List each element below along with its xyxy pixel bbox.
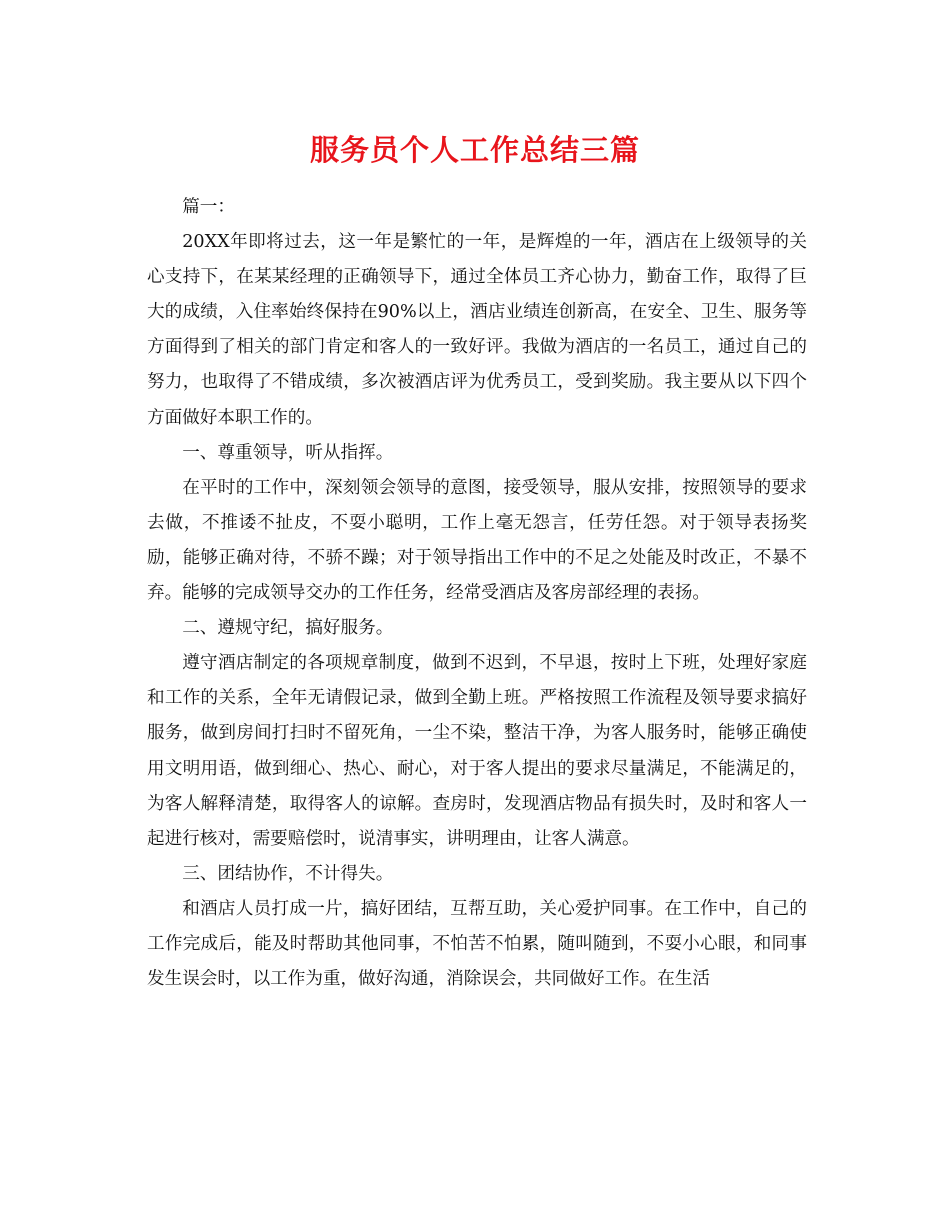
section-heading-2: 二、遵规守纪，搞好服务。	[182, 618, 394, 639]
section-heading-1: 一、尊重领导，听从指挥。	[182, 442, 394, 463]
section-paragraph-3: 和酒店人员打成一片，搞好团结，互帮互助，关心爱护同事。在工作中，自己的工作完成后，能及时帮助其他同事，不怕苦不怕累，随叫随到，不耍小心眼，和同事发生误会时，以工作为重，做好沟通，消除误会，共同做好工作。在生活	[147, 898, 807, 990]
intro-paragraph: 20XX年即将过去，这一年是繁忙的一年，是辉煌的一年，酒店在上级领导的关心支持下，在某某经理的正确领导下，通过全体员工齐心协力，勤奋工作，取得了巨大的成绩，入住率始终保持在90%以上，酒店业绩连创新高，在安全、卫生、服务等方面得到了相关的部门肯定和客人的一致好评。我做为酒店的一名员工，通过自己的努力，也取得了不错成绩，多次被酒店评为优秀员工，受到奖励。我主要从以下四个方面做好本职工作的。	[147, 232, 807, 428]
document-body	[147, 190, 807, 997]
document-title: 服务员个人工作总结三篇	[309, 133, 640, 167]
section-paragraph-1: 在平时的工作中，深刻领会领导的意图，接受领导，服从安排，按照领导的要求去做，不推诿不扯皮，不耍小聪明，工作上毫无怨言，任劳任怨。对于领导表扬奖励，能够正确对待，不骄不躁；对于领导指出工作中的不足之处能及时改正，不暴不弃。能够的完成领导交办的工作任务，经常受酒店及客房部经理的表扬。	[147, 477, 807, 604]
section-heading-3: 三、团结协作，不计得失。	[182, 863, 394, 884]
section-heading-part-one: 篇一：	[182, 197, 235, 217]
section-paragraph-2: 遵守酒店制定的各项规章制度，做到不迟到，不早退，按时上下班，处理好家庭和工作的关系，全年无请假记录，做到全勤上班。严格按照工作流程及领导要求搞好服务，做到房间打扫时不留死角，一尘不染，整洁干净，为客人服务时，能够正确使用文明用语，做到细心、热心、耐心，对于客人提出的要求尽量满足，不能满足的，为客人解释清楚，取得客人的谅解。查房时，发现酒店物品有损失时，及时和客人一起进行核对，需要赔偿时，说清事实，讲明理由，让客人满意。	[147, 653, 807, 849]
